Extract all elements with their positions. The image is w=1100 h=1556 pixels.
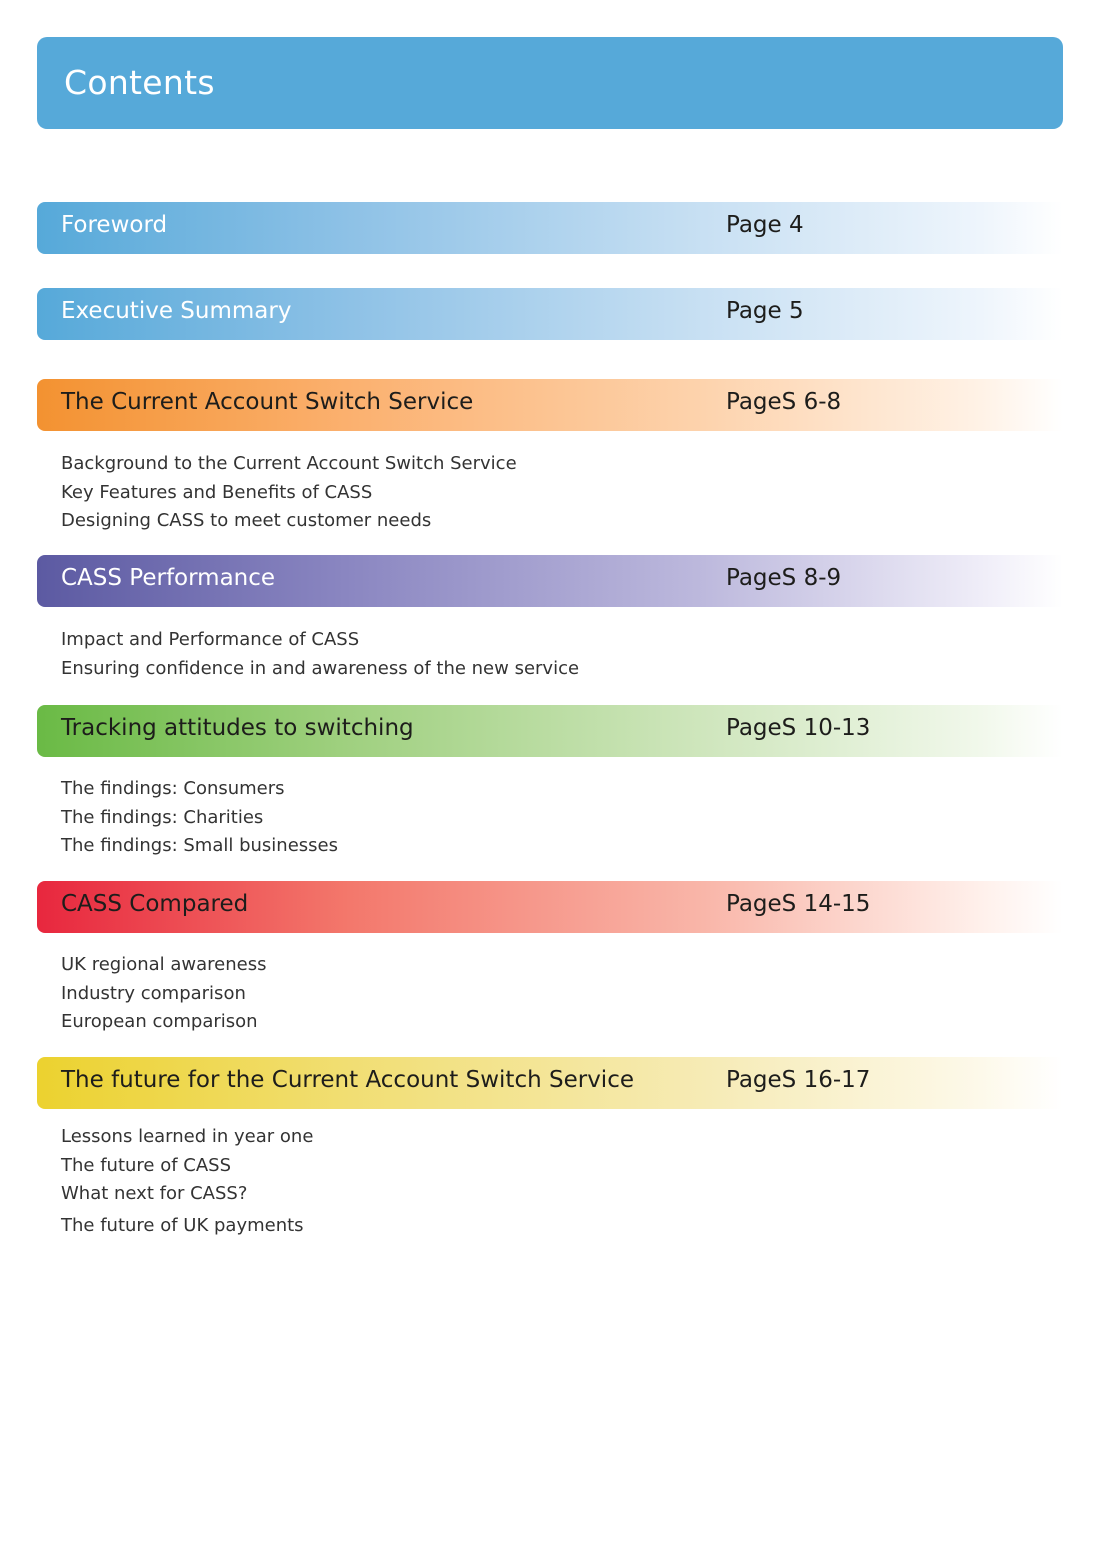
subsection-list xyxy=(61,1123,313,1240)
subsection-item[interactable]: Impact and Performance of CASS xyxy=(61,629,360,650)
subsection-item[interactable]: Designing CASS to meet customer needs xyxy=(61,510,432,531)
contents-header xyxy=(37,37,1063,129)
subsection-item[interactable]: The future of UK payments xyxy=(61,1214,304,1236)
section-cass-performance[interactable] xyxy=(37,555,1063,607)
section-title: CASS Performance xyxy=(61,565,276,591)
section-pages: PageS 16-17 xyxy=(726,1067,871,1093)
section-title: Executive Summary xyxy=(61,298,292,324)
subsection-list xyxy=(61,775,338,861)
subsection-item[interactable]: UK regional awareness xyxy=(61,954,267,975)
subsection-item[interactable]: Industry comparison xyxy=(61,982,246,1004)
subsection-item[interactable]: What next for CASS? xyxy=(61,1183,248,1204)
section-title: The future for the Current Account Switch Service xyxy=(61,1067,634,1093)
section-title: CASS Compared xyxy=(61,891,249,917)
section-current-account-switch-service[interactable] xyxy=(37,379,1063,431)
page-title: Contents xyxy=(64,63,215,102)
subsection-item[interactable]: Key Features and Benefits of CASS xyxy=(61,481,373,503)
subsection-list xyxy=(61,626,579,683)
subsection-item[interactable]: The findings: Consumers xyxy=(61,778,285,799)
section-pages: PageS 14-15 xyxy=(726,891,871,917)
subsection-list xyxy=(61,951,266,1037)
subsection-item[interactable]: The findings: Charities xyxy=(61,806,264,828)
section-executive-summary[interactable] xyxy=(37,288,1063,340)
section-cass-compared[interactable] xyxy=(37,881,1063,933)
section-pages: Page 5 xyxy=(726,298,804,324)
section-pages: PageS 8-9 xyxy=(726,565,842,591)
section-tracking-attitudes[interactable] xyxy=(37,705,1063,757)
subsection-item[interactable]: Ensuring confidence in and awareness of the new service xyxy=(61,657,580,679)
section-pages: PageS 6-8 xyxy=(726,389,842,415)
subsection-item[interactable]: The findings: Small businesses xyxy=(61,835,338,856)
section-future-of-cass[interactable] xyxy=(37,1057,1063,1109)
section-pages: PageS 10-13 xyxy=(726,715,871,741)
section-title: Foreword xyxy=(61,212,168,238)
section-pages: Page 4 xyxy=(726,212,804,238)
section-foreword[interactable] xyxy=(37,202,1063,254)
section-title: Tracking attitudes to switching xyxy=(61,715,414,741)
subsection-item[interactable]: The future of CASS xyxy=(61,1154,232,1176)
section-title: The Current Account Switch Service xyxy=(61,389,474,415)
subsection-item[interactable]: European comparison xyxy=(61,1011,258,1032)
subsection-item[interactable]: Background to the Current Account Switch Service xyxy=(61,453,517,474)
subsection-list xyxy=(61,450,517,536)
subsection-item[interactable]: Lessons learned in year one xyxy=(61,1126,314,1147)
